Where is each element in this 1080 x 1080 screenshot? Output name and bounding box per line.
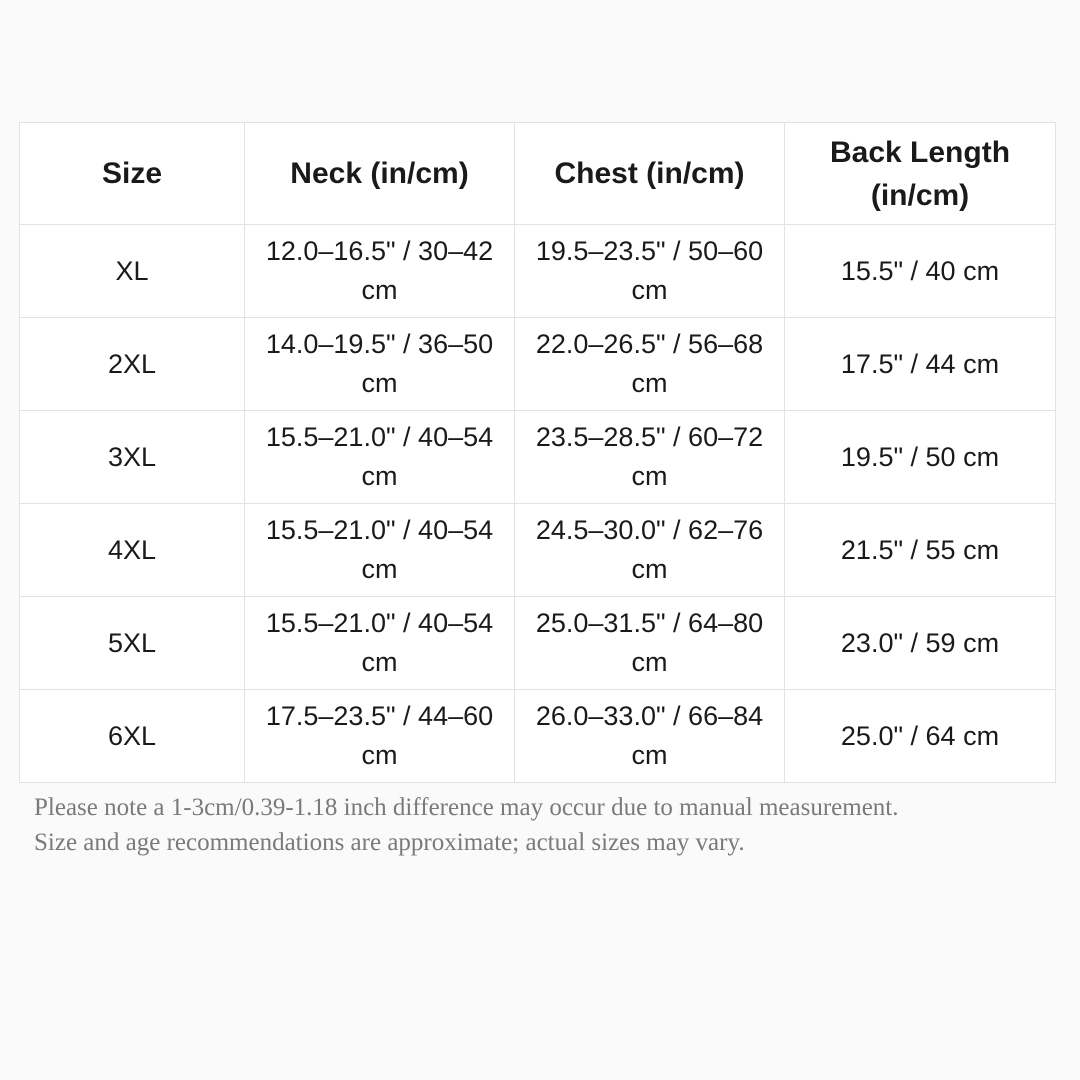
cell-size: 6XL xyxy=(20,690,245,783)
cell-back-length: 19.5" / 50 cm xyxy=(785,411,1056,504)
cell-neck: 15.5–21.0" / 40–54 cm xyxy=(245,411,515,504)
cell-back-length: 25.0" / 64 cm xyxy=(785,690,1056,783)
header-size: Size xyxy=(20,123,245,225)
table-header-row xyxy=(20,123,1056,225)
cell-chest: 25.0–31.5" / 64–80 cm xyxy=(515,597,785,690)
cell-back-length: 15.5" / 40 cm xyxy=(785,225,1056,318)
cell-neck: 14.0–19.5" / 36–50 cm xyxy=(245,318,515,411)
header-chest: Chest (in/cm) xyxy=(515,123,785,225)
cell-back-length: 23.0" / 59 cm xyxy=(785,597,1056,690)
cell-neck: 15.5–21.0" / 40–54 cm xyxy=(245,597,515,690)
cell-chest: 26.0–33.0" / 66–84 cm xyxy=(515,690,785,783)
table-row xyxy=(20,318,1056,411)
cell-chest: 22.0–26.5" / 56–68 cm xyxy=(515,318,785,411)
cell-back-length: 17.5" / 44 cm xyxy=(785,318,1056,411)
cell-back-length: 21.5" / 55 cm xyxy=(785,504,1056,597)
cell-size: 2XL xyxy=(20,318,245,411)
table-row xyxy=(20,411,1056,504)
table-row xyxy=(20,597,1056,690)
cell-chest: 23.5–28.5" / 60–72 cm xyxy=(515,411,785,504)
cell-neck: 15.5–21.0" / 40–54 cm xyxy=(245,504,515,597)
cell-neck: 12.0–16.5" / 30–42 cm xyxy=(245,225,515,318)
header-back-length: Back Length (in/cm) xyxy=(785,123,1056,225)
cell-size: XL xyxy=(20,225,245,318)
size-chart-table xyxy=(19,122,1056,783)
cell-size: 5XL xyxy=(20,597,245,690)
cell-size: 3XL xyxy=(20,411,245,504)
table-row xyxy=(20,690,1056,783)
table-row xyxy=(20,225,1056,318)
measurement-note xyxy=(34,790,1064,860)
header-neck: Neck (in/cm) xyxy=(245,123,515,225)
cell-chest: 24.5–30.0" / 62–76 cm xyxy=(515,504,785,597)
note-line-2: Size and age recommendations are approximate; actual sizes may vary. xyxy=(34,829,745,856)
note-line-1: Please note a 1-3cm/0.39-1.18 inch difference may occur due to manual measurement. xyxy=(34,794,899,821)
table-row xyxy=(20,504,1056,597)
cell-size: 4XL xyxy=(20,504,245,597)
cell-chest: 19.5–23.5" / 50–60 cm xyxy=(515,225,785,318)
cell-neck: 17.5–23.5" / 44–60 cm xyxy=(245,690,515,783)
